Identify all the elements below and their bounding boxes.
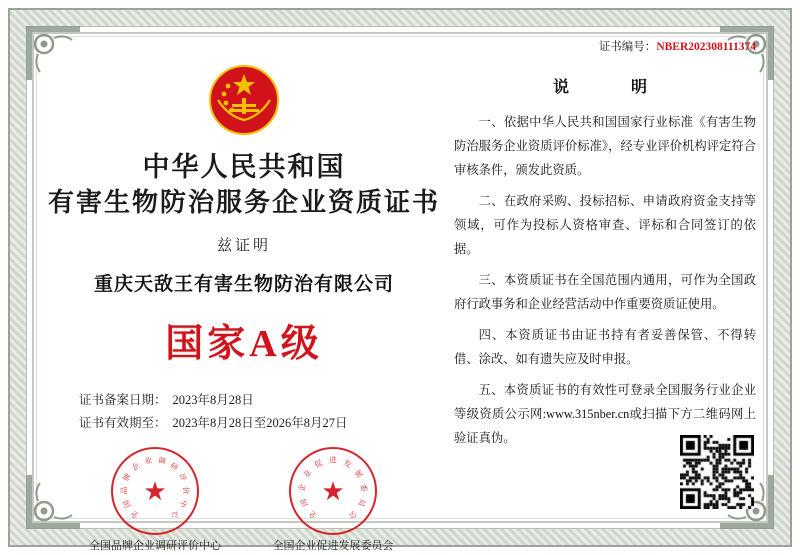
certificate-dates	[79, 389, 409, 435]
instructions-heading: 说 明	[552, 79, 657, 96]
date-row	[79, 412, 409, 435]
certificate-title	[48, 150, 440, 220]
star-icon: ★	[143, 476, 167, 507]
certificate-number-value: NBER202308111374	[656, 41, 756, 53]
certificate-number-label: 证书编号：	[598, 41, 657, 53]
official-seals	[80, 447, 408, 553]
certificate-content	[44, 41, 756, 553]
instruction-clause: 二、在政府采购、投标招标、申请政府资金支持等领域，可作为投标人资格审查、评标和合同签订的依据。	[454, 193, 756, 256]
seal-caption: 全国企业促进发展委员会	[272, 540, 394, 553]
record-date-label: 证书备案日期：	[79, 392, 167, 407]
certificate-right-pane	[444, 41, 756, 511]
validity-date-label: 证书有效期至：	[79, 416, 167, 431]
verification-qr-code	[680, 435, 754, 509]
official-seal-stamp	[289, 447, 377, 535]
official-seal-stamp	[111, 447, 199, 535]
instruction-clause: 三、本资质证书在全国范围内通用，可作为全国政府行政事务和企业经营活动中作重要资质证使用。	[454, 272, 756, 311]
seal-ring-text: 全 国 品 牌 企 业 调 研 评 价 中 心	[119, 455, 191, 521]
attestation-label: 兹证明	[216, 237, 271, 254]
star-icon: ★	[321, 476, 345, 507]
instruction-clause: 一、依据中华人民共和国国家行业标准《有害生物防治服务企业资质评价标准》，经专业评价机构评定符合审核条件，颁发此资质。	[454, 115, 756, 177]
instructions-list	[454, 111, 756, 451]
company-name: 重庆天敌王有害生物防治有限公司	[93, 273, 394, 295]
certificate-title-line1: 中华人民共和国	[142, 152, 346, 182]
certificate-left-pane	[44, 44, 444, 553]
instruction-clause: 四、本资质证书由证书持有者妥善保管、不得转借、涂改、如有遗失应及时申报。	[454, 327, 756, 366]
seal-block	[258, 447, 408, 553]
certificate-title-line2: 有害生物防治服务企业资质证书	[47, 187, 440, 217]
grade-level: 国家A级	[165, 322, 323, 365]
seal-caption: 全国品牌企业调研评价中心	[89, 540, 221, 553]
national-emblem-icon	[198, 54, 290, 146]
seal-ring-text: 全 国 企 业 促 进 发 展 委 员 会	[297, 455, 369, 521]
instruction-clause: 五、本资质证书的有效性可登录全国服务行业企业等级资质公示网:www.315nber.cn或扫描下方二维码网上验证真伪。	[454, 382, 756, 445]
validity-date-value: 2023年8月28日至2026年8月27日	[172, 416, 348, 431]
certificate-number	[599, 38, 756, 54]
record-date-value: 2023年8月28日	[172, 392, 254, 407]
seal-block	[80, 447, 230, 553]
date-row	[79, 389, 409, 412]
